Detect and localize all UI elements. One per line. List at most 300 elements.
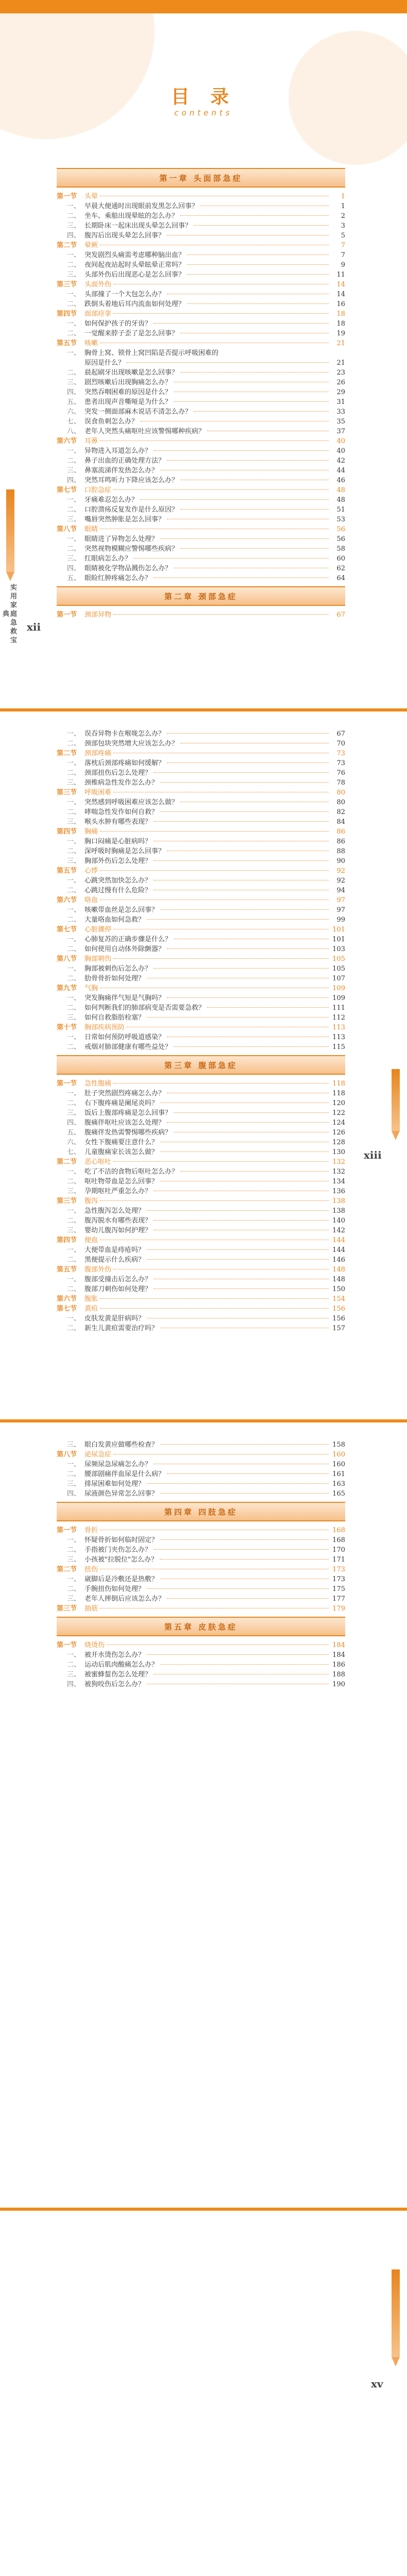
toc-entry[interactable] — [57, 1314, 345, 1324]
entry-number: 一、 — [67, 838, 81, 845]
entry-title: 被狗咬伤后怎么办？ — [84, 1681, 145, 1688]
entry-number: 三、 — [67, 271, 81, 279]
chapter-heading[interactable]: 第一章 头面部急症 — [57, 168, 345, 188]
entry-page: 173 — [332, 1575, 345, 1583]
toc-entry[interactable] — [57, 1489, 345, 1499]
toc-entry[interactable] — [57, 201, 345, 211]
entry-page: 14 — [336, 281, 345, 289]
entry-page: 160 — [332, 1461, 345, 1468]
toc-entry[interactable] — [57, 768, 345, 778]
toc-entry[interactable] — [57, 260, 345, 270]
entry-number: 二、 — [67, 212, 81, 220]
entry-page: 92 — [336, 877, 345, 885]
entry-title: 新生儿黄疸需要治疗吗？ — [84, 1325, 159, 1332]
entry-page: 168 — [332, 1536, 345, 1544]
entry-page: 48 — [336, 486, 345, 494]
entry-title: 坐车、乘船出现晕眩的怎么办？ — [84, 212, 179, 220]
entry-page: 60 — [336, 555, 345, 563]
toc-entry[interactable] — [57, 935, 345, 944]
toc-entry[interactable] — [57, 1042, 345, 1052]
entry-page: 18 — [336, 320, 345, 328]
toc-entry[interactable] — [57, 1003, 345, 1013]
entry-number: 二、 — [67, 300, 81, 308]
dot-leader — [113, 313, 329, 314]
toc-entry[interactable] — [57, 515, 345, 524]
entry-title: 突然耳鸣听力下降应该怎么办？ — [84, 477, 179, 484]
toc-section[interactable] — [57, 895, 345, 905]
entry-title: 眼白发黄应做哪些检查？ — [84, 1441, 159, 1449]
entry-page: 7 — [341, 251, 345, 259]
toc-section[interactable] — [57, 1304, 345, 1314]
book-title-vertical: 实用家庭急救宝典 — [1, 584, 16, 645]
entry-number: 二、 — [67, 848, 81, 855]
entry-number: 一、 — [67, 1033, 81, 1041]
toc-entry[interactable] — [57, 417, 345, 427]
entry-title: 突发剧烈头痛需考虑哪种脑出血？ — [84, 251, 185, 259]
chapter-heading[interactable]: 第二章 颈部急症 — [57, 586, 345, 606]
entry-title: 面部痉挛 — [84, 310, 112, 318]
toc-section[interactable] — [57, 1526, 345, 1535]
entry-title: 戒烟对肺部健康有哪些益处？ — [84, 1043, 172, 1051]
toc-section[interactable] — [57, 524, 345, 534]
entry-number: 第六节 — [57, 437, 77, 445]
entry-title: 婴幼儿腹泻如何护理？ — [84, 1227, 152, 1234]
toc-section[interactable] — [57, 1294, 345, 1304]
entry-title: 如何自救脂肪栓塞？ — [84, 1014, 145, 1022]
entry-number: 三、 — [67, 1556, 81, 1564]
entry-page: 67 — [336, 730, 345, 738]
entry-number: 第八节 — [57, 1451, 77, 1459]
entry-page: 88 — [336, 848, 345, 855]
toc-entry[interactable] — [57, 446, 345, 456]
entry-page: 109 — [332, 985, 345, 992]
entry-number: 四、 — [67, 1490, 81, 1498]
entry-page: 124 — [332, 1119, 345, 1127]
entry-number: 二、 — [67, 975, 81, 982]
toc-entry[interactable] — [57, 1555, 345, 1565]
entry-number: 一、 — [67, 349, 81, 357]
entry-number: 三、 — [67, 818, 81, 826]
entry-title: 早晨大便通时出现眼前发黑怎么回事？ — [84, 202, 199, 210]
toc-section[interactable] — [57, 436, 345, 446]
toc-entry[interactable] — [57, 1206, 345, 1216]
toc-entry[interactable] — [57, 466, 345, 476]
toc-entry[interactable] — [57, 964, 345, 974]
entry-page: 76 — [336, 769, 345, 777]
toc-section[interactable] — [57, 1450, 345, 1460]
chapter-heading[interactable]: 第五章 皮肤急症 — [57, 1617, 345, 1636]
entry-number: 一、 — [67, 965, 81, 973]
toc-entry[interactable] — [57, 1226, 345, 1235]
toc-entry[interactable] — [57, 250, 345, 260]
entry-page: 16 — [336, 300, 345, 308]
decor-bar — [392, 2269, 400, 2357]
toc-section[interactable] — [57, 1079, 345, 1089]
entry-number: 一、 — [67, 447, 81, 455]
toc-entry[interactable] — [57, 944, 345, 954]
toc-entry[interactable] — [57, 1469, 345, 1479]
entry-page: 109 — [332, 994, 345, 1002]
entry-title: 胸口闷痛是心脏病吗？ — [84, 838, 152, 845]
entry-title: 呕吐物带血是怎么回事？ — [84, 1178, 159, 1185]
dot-leader — [154, 323, 329, 324]
entry-title: 腹泻 — [84, 1197, 98, 1205]
dot-leader — [147, 1017, 329, 1018]
entry-title: 颈部疼痛 — [84, 750, 112, 757]
toc-entry[interactable] — [57, 231, 345, 241]
entry-title: 原因是什么？ — [84, 359, 125, 367]
toc-entry[interactable] — [57, 807, 345, 817]
toc-entry[interactable] — [57, 1167, 345, 1177]
entry-title: 肚子突然剧烈疼痛怎么办？ — [84, 1090, 165, 1097]
toc-entry[interactable] — [57, 1187, 345, 1196]
toc-entry[interactable] — [57, 1118, 345, 1128]
toc-entry[interactable] — [57, 1255, 345, 1265]
dot-leader — [113, 489, 329, 490]
entry-number: 二、 — [67, 740, 81, 748]
entry-number: 二、 — [67, 1004, 81, 1012]
dot-leader — [147, 1588, 329, 1589]
toc-entry[interactable] — [57, 856, 345, 866]
entry-title: 黄疸 — [84, 1305, 98, 1313]
entry-number: 第四节 — [57, 1236, 77, 1244]
dot-leader — [154, 968, 329, 969]
entry-page: 101 — [332, 936, 345, 943]
toc-section[interactable] — [57, 984, 345, 993]
entry-page: 112 — [332, 1014, 345, 1022]
toc-entry[interactable] — [57, 1594, 345, 1604]
toc-entry[interactable] — [57, 1460, 345, 1469]
entry-title: 突然视物模糊应警惕哪些疾病？ — [84, 545, 179, 553]
entry-page: 78 — [336, 779, 345, 787]
toc-entry[interactable] — [57, 1089, 345, 1098]
toc-entry[interactable] — [57, 1032, 345, 1042]
dot-leader — [167, 1598, 329, 1599]
entry-number: 六、 — [67, 1139, 81, 1146]
entry-title: 异物进入耳道怎么办？ — [84, 447, 152, 455]
toc-entry[interactable] — [57, 1275, 345, 1284]
entry-title: 头晕 — [84, 193, 98, 200]
dot-leader — [167, 460, 329, 461]
toc-entry[interactable] — [57, 1660, 345, 1670]
entry-number: 一、 — [67, 1536, 81, 1544]
entry-page: 56 — [336, 526, 345, 533]
toc-entry[interactable] — [57, 427, 345, 436]
toc-entry[interactable] — [57, 1324, 345, 1333]
toc-entry[interactable] — [57, 407, 345, 417]
toc-entry[interactable] — [57, 211, 345, 221]
toc-section[interactable] — [57, 485, 345, 495]
entry-page: 126 — [332, 1129, 345, 1137]
toc-entry[interactable] — [57, 299, 345, 309]
toc-entry[interactable] — [57, 886, 345, 895]
toc-entry[interactable] — [57, 1584, 345, 1594]
entry-page: 48 — [336, 496, 345, 504]
entry-number: 二、 — [67, 1256, 81, 1264]
entry-number: 一、 — [67, 535, 81, 543]
toc-page-1 — [0, 0, 407, 647]
toc-section[interactable] — [57, 1196, 345, 1206]
toc-entry[interactable] — [57, 905, 345, 915]
dot-leader — [147, 1249, 329, 1250]
toc-entry[interactable] — [57, 1670, 345, 1680]
toc-section[interactable] — [57, 1023, 345, 1032]
toc-entry[interactable] — [57, 1440, 345, 1450]
entry-page: 118 — [332, 1090, 345, 1097]
toc-entry[interactable] — [57, 378, 345, 387]
toc-entry[interactable] — [57, 1284, 345, 1294]
entry-number: 一、 — [67, 1461, 81, 1468]
toc-section[interactable] — [57, 241, 345, 250]
entry-number: 二、 — [67, 457, 81, 465]
entry-number: 第三节 — [57, 1197, 77, 1205]
entry-page: 19 — [336, 330, 345, 337]
entry-number: 一、 — [67, 730, 81, 738]
entry-page: 97 — [336, 906, 345, 914]
toc-entry[interactable] — [57, 1545, 345, 1555]
toc-entry[interactable] — [57, 1650, 345, 1660]
entry-title: 饭后上腹部疼痛是怎么回事？ — [84, 1109, 172, 1117]
toc-entry[interactable] — [57, 837, 345, 846]
entry-page: 18 — [336, 310, 345, 318]
toc-entry[interactable] — [57, 387, 345, 397]
entry-title: 眼睛 — [84, 526, 98, 533]
toc-entry[interactable] — [57, 758, 345, 768]
toc-entry[interactable] — [57, 729, 345, 739]
dot-leader — [127, 362, 329, 363]
header-rule — [0, 1419, 407, 1422]
toc-entry[interactable] — [57, 1216, 345, 1226]
entry-title: 吃了不洁的食物后呕吐怎么办？ — [84, 1168, 179, 1176]
page-number: xiii — [364, 1149, 382, 1161]
dot-leader — [100, 1298, 329, 1299]
toc-entry[interactable] — [57, 319, 345, 329]
toc-entry[interactable] — [57, 368, 345, 378]
entry-number: 第七节 — [57, 486, 77, 494]
toc-section[interactable] — [57, 309, 345, 319]
entry-number: 二、 — [67, 1178, 81, 1185]
entry-page: 190 — [332, 1681, 345, 1688]
toc-section[interactable] — [57, 827, 345, 837]
entry-number: 一、 — [67, 759, 81, 767]
entry-page: 42 — [336, 457, 345, 465]
toc-entry[interactable] — [57, 348, 345, 358]
entry-title: 小孩被"拉脱位"怎么办？ — [84, 1556, 158, 1564]
toc-entry[interactable] — [57, 329, 345, 338]
entry-number: 一、 — [67, 1315, 81, 1323]
toc-section[interactable] — [57, 788, 345, 798]
entry-title: 误吞异物卡在喉咙怎么办？ — [84, 730, 165, 738]
entry-title: 头部撞了一个大包怎么办？ — [84, 291, 165, 298]
entry-title: 便血 — [84, 1236, 98, 1244]
entry-page: 113 — [332, 1024, 345, 1031]
toc-entry[interactable] — [57, 1128, 345, 1138]
dot-leader — [160, 782, 329, 783]
entry-page: 186 — [332, 1661, 345, 1669]
entry-title: 尿液颜色异常怎么回事？ — [84, 1490, 159, 1498]
entry-page: 130 — [332, 1148, 345, 1156]
entry-number: 第三节 — [57, 789, 77, 796]
entry-page: 90 — [336, 857, 345, 865]
entry-title: 落枕后颈部疼痛如何缓解？ — [84, 759, 165, 767]
entry-number: 三、 — [67, 222, 81, 230]
entry-title: 排尿困难如何处理？ — [84, 1480, 145, 1488]
toc-entry[interactable] — [57, 876, 345, 886]
dot-leader — [194, 411, 329, 412]
toc-entry[interactable] — [57, 1098, 345, 1108]
toc-section[interactable] — [57, 925, 345, 935]
toc-section[interactable] — [57, 1640, 345, 1650]
entry-page: 80 — [336, 799, 345, 806]
entry-title: 儿童腹痛家长该怎么做？ — [84, 1148, 159, 1156]
entry-title: 眼睛进了异物怎么处理？ — [84, 535, 159, 543]
entry-number: 二、 — [67, 369, 81, 377]
entry-page: 177 — [332, 1595, 345, 1603]
chapter-heading[interactable]: 第四章 四肢急症 — [57, 1502, 345, 1521]
entry-title: 咳嗽 — [84, 340, 98, 347]
dot-leader — [174, 1112, 329, 1113]
toc-entry[interactable] — [57, 544, 345, 554]
entry-number: 三、 — [67, 1480, 81, 1488]
toc-entry[interactable] — [57, 1177, 345, 1187]
toc-entry[interactable] — [57, 1138, 345, 1147]
toc-section[interactable] — [57, 1565, 345, 1574]
chapter-heading[interactable]: 第三章 腹部急症 — [57, 1055, 345, 1075]
entry-title: 眼睑红肿疼痛怎么办？ — [84, 574, 152, 582]
entry-number: 第六节 — [57, 896, 77, 904]
toc-entry[interactable] — [57, 1013, 345, 1023]
toc-section[interactable] — [57, 1265, 345, 1275]
toc-section[interactable] — [57, 866, 345, 876]
toc-entry[interactable] — [57, 778, 345, 788]
entry-number: 一、 — [67, 906, 81, 914]
toc-entry[interactable] — [57, 1108, 345, 1118]
toc-section[interactable] — [57, 749, 345, 758]
entry-title: 红眼病怎么办？ — [84, 555, 132, 563]
entry-title: 气胸 — [84, 985, 98, 992]
toc-section[interactable] — [57, 192, 345, 201]
entry-title: 突然吞咽困难的原因是什么？ — [84, 388, 172, 396]
entry-number: 一、 — [67, 1090, 81, 1097]
dot-leader — [160, 1151, 329, 1152]
dot-leader — [100, 440, 329, 441]
toc-entry[interactable] — [57, 798, 345, 807]
toc-entry[interactable] — [57, 573, 345, 583]
toc-entry[interactable] — [57, 397, 345, 407]
dot-leader — [160, 1559, 329, 1560]
toc-section[interactable] — [57, 1235, 345, 1245]
toc-entry[interactable] — [57, 817, 345, 827]
entry-number: 第一节 — [57, 1641, 77, 1649]
entry-title: 心脏骤停 — [84, 926, 112, 934]
toc-entry[interactable] — [57, 1680, 345, 1689]
toc-entry[interactable] — [57, 358, 345, 368]
toc-entry[interactable] — [57, 993, 345, 1003]
entry-number: 五、 — [67, 574, 81, 582]
toc-page-2 — [0, 708, 407, 1358]
entry-page: 26 — [336, 379, 345, 386]
entry-number: 第二节 — [57, 1566, 77, 1573]
entry-title: 黑便提示什么疾病？ — [84, 1256, 145, 1264]
toc-entry[interactable] — [57, 495, 345, 505]
entry-page: 113 — [332, 1033, 345, 1041]
entry-title: 腰部剧痛伴血尿是什么病？ — [84, 1470, 165, 1478]
toc-entry[interactable] — [57, 221, 345, 231]
toc-entry[interactable] — [57, 290, 345, 299]
dot-leader — [160, 1664, 329, 1665]
entry-number: 七、 — [67, 418, 81, 426]
entry-number: 一、 — [67, 320, 81, 328]
dot-leader — [147, 1210, 329, 1211]
entry-page: 56 — [336, 535, 345, 543]
dot-leader — [154, 772, 329, 773]
toc-entry[interactable] — [57, 846, 345, 856]
entry-page: 144 — [332, 1246, 345, 1254]
toc-block-1 — [57, 165, 345, 620]
entry-page: 128 — [332, 1139, 345, 1146]
entry-number: 一、 — [67, 1207, 81, 1215]
page-number: xv — [371, 2378, 383, 2390]
entry-page: 134 — [332, 1178, 345, 1185]
entry-number: 一、 — [67, 1168, 81, 1176]
toc-entry[interactable] — [57, 1479, 345, 1489]
dot-leader — [180, 548, 329, 549]
entry-page: 86 — [336, 838, 345, 845]
entry-page: 21 — [336, 340, 345, 347]
entry-number: 三、 — [67, 1227, 81, 1234]
toc-section[interactable] — [57, 1604, 345, 1614]
entry-number: 一、 — [67, 291, 81, 298]
entry-page: 171 — [332, 1556, 345, 1564]
toc-entry[interactable] — [57, 270, 345, 280]
entry-page: 175 — [332, 1585, 345, 1593]
toc-section[interactable] — [57, 610, 345, 620]
entry-title: 急性腹痛 — [84, 1080, 112, 1088]
toc-entry[interactable] — [57, 1574, 345, 1584]
toc-entry[interactable] — [57, 554, 345, 564]
toc-entry[interactable] — [57, 1245, 345, 1255]
entry-number: 第二节 — [57, 242, 77, 249]
toc-entry[interactable] — [57, 564, 345, 573]
toc-entry[interactable] — [57, 476, 345, 485]
entry-page: 62 — [336, 565, 345, 572]
toc-section[interactable] — [57, 1157, 345, 1167]
toc-section[interactable] — [57, 280, 345, 290]
header-band — [0, 0, 407, 13]
dot-leader — [160, 1444, 329, 1445]
entry-title: 右下腹疼痛是阑尾炎吗？ — [84, 1099, 159, 1107]
entry-title: 口腔急症 — [84, 486, 112, 494]
entry-number: 四、 — [67, 232, 81, 240]
toc-entry[interactable] — [57, 739, 345, 749]
toc-entry[interactable] — [57, 1147, 345, 1157]
entry-title: 喉头水肿有哪些表现？ — [84, 818, 152, 826]
entry-number: 第七节 — [57, 1305, 77, 1313]
dot-leader — [154, 1220, 329, 1221]
toc-entry[interactable] — [57, 534, 345, 544]
toc-section[interactable] — [57, 338, 345, 348]
dot-leader — [147, 919, 329, 920]
toc-entry[interactable] — [57, 1535, 345, 1545]
toc-entry[interactable] — [57, 915, 345, 925]
entry-number: 一、 — [67, 202, 81, 210]
toc-entry[interactable] — [57, 974, 345, 984]
entry-page: 118 — [332, 1080, 345, 1088]
toc-entry[interactable] — [57, 505, 345, 515]
toc-section[interactable] — [57, 954, 345, 964]
toc-entry[interactable] — [57, 456, 345, 466]
entry-page: 184 — [332, 1651, 345, 1659]
